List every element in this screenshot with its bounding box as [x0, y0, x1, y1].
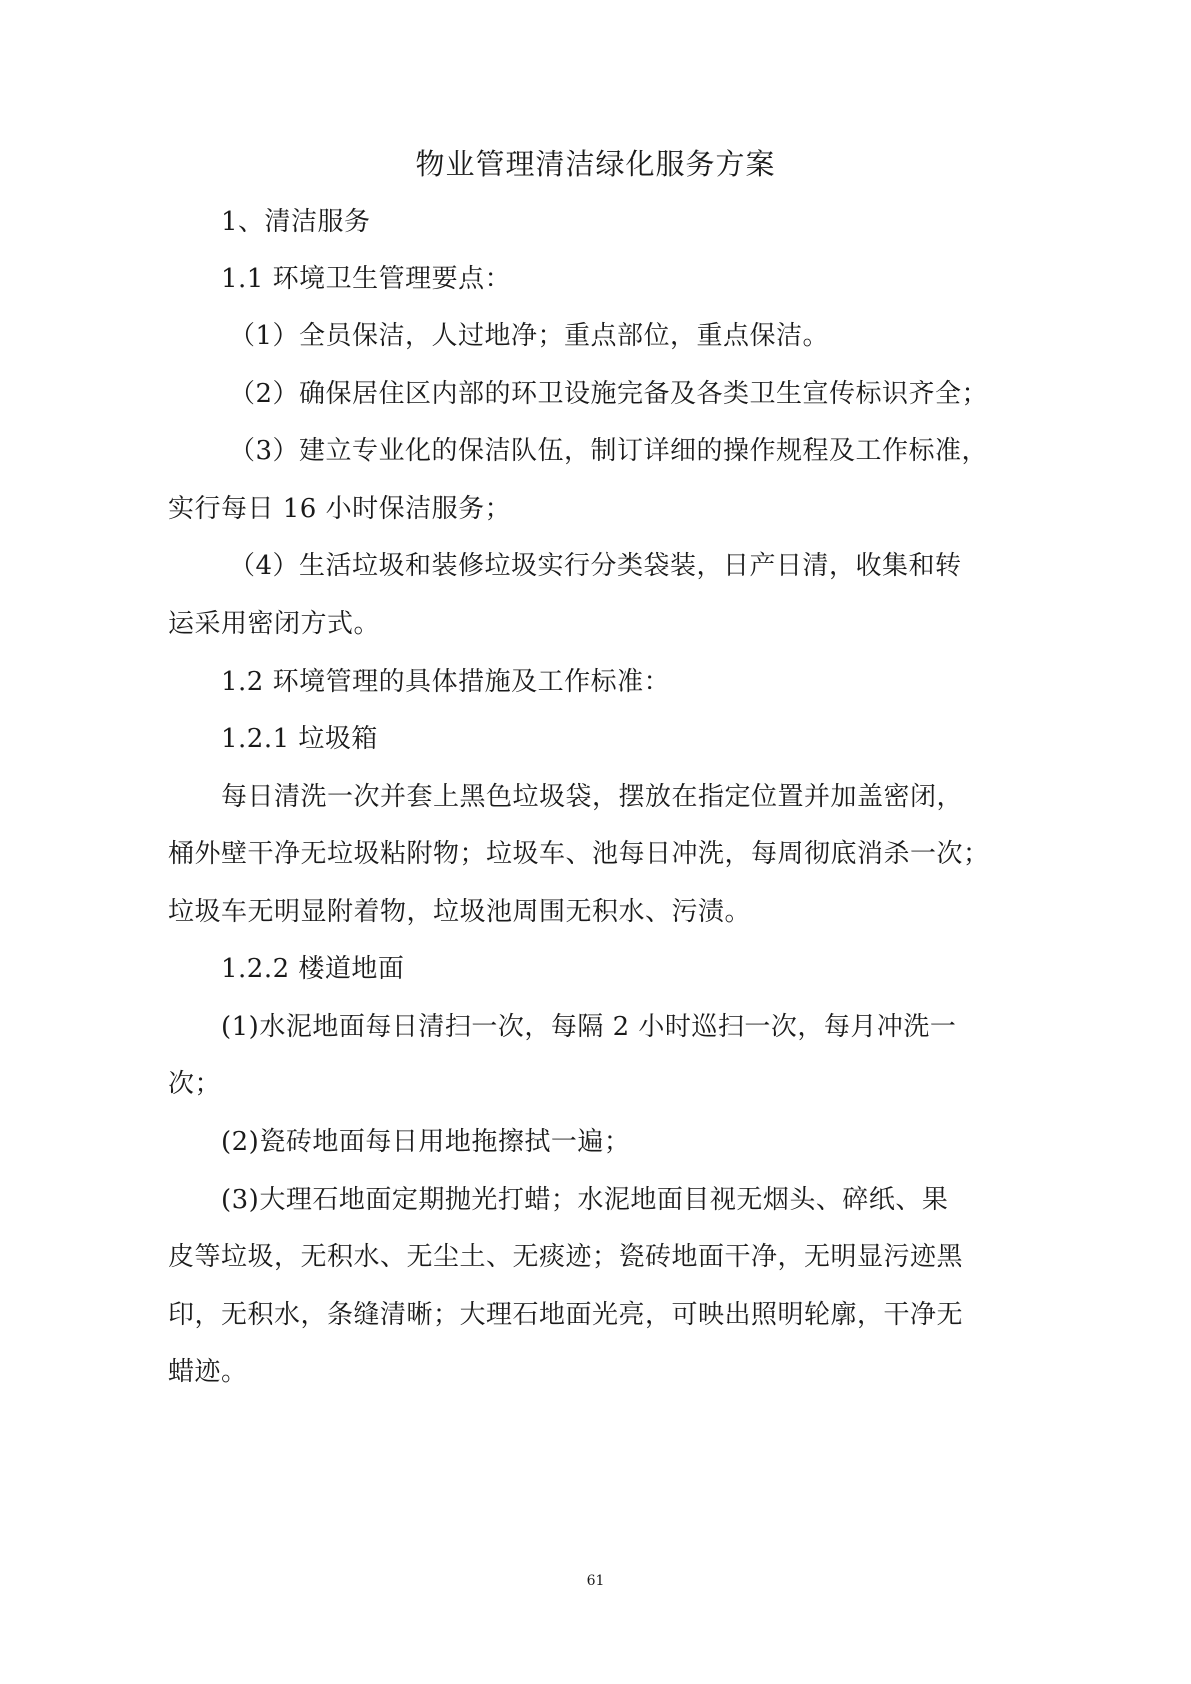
paragraph-line: （3）建立专业化的保洁队伍，制订详细的操作规程及工作标准，	[229, 436, 989, 466]
paragraph-line: 每日清洗一次并套上黑色垃圾袋，摆放在指定位置并加盖密闭，	[221, 782, 964, 812]
paragraph-line: (2)瓷砖地面每日用地拖擦拭一遍；	[221, 1127, 631, 1157]
paragraph-line: 垃圾车无明显附着物，垃圾池周围无积水、污渍。	[168, 897, 752, 927]
page-number: 61	[586, 1573, 605, 1589]
paragraph-line: 桶外壁干净无垃圾粘附物；垃圾车、池每日冲洗，每周彻底消杀一次；	[168, 839, 990, 869]
paragraph-line: （2）确保居住区内部的环卫设施完备及各类卫生宣传标识齐全；	[229, 379, 989, 409]
paragraph-line: （4）生活垃圾和装修垃圾实行分类袋装，日产日清，收集和转	[229, 551, 962, 581]
subsection-heading-1-2: 1.2 环境管理的具体措施及工作标准：	[221, 667, 671, 697]
subsection-heading-1-2-2: 1.2.2 楼道地面	[221, 954, 405, 984]
paragraph-line: (3)大理石地面定期抛光打蜡；水泥地面目视无烟头、碎纸、果	[221, 1185, 949, 1215]
paragraph-line: 皮等垃圾，无积水、无尘土、无痰迹；瓷砖地面干净，无明显污迹黑	[168, 1242, 964, 1272]
paragraph-line: 印，无积水，条缝清晰；大理石地面光亮，可映出照明轮廓，干净无	[168, 1300, 964, 1330]
subsection-heading-1-1: 1.1 环境卫生管理要点：	[221, 264, 512, 294]
paragraph-line: 实行每日 16 小时保洁服务；	[168, 494, 512, 524]
subsection-heading-1-2-1: 1.2.1 垃圾箱	[221, 724, 378, 754]
paragraph-line: （1）全员保洁，人过地净；重点部位，重点保洁。	[229, 321, 830, 351]
document-title: 物业管理清洁绿化服务方案	[415, 147, 776, 181]
paragraph-line: (1)水泥地面每日清扫一次，每隔 2 小时巡扫一次，每月冲洗一	[221, 1012, 957, 1042]
section-heading-cleaning-service: 1、清洁服务	[221, 207, 371, 237]
paragraph-line: 次；	[168, 1069, 222, 1099]
paragraph-line: 运采用密闭方式。	[168, 609, 381, 639]
paragraph-line: 蜡迹。	[168, 1357, 248, 1387]
